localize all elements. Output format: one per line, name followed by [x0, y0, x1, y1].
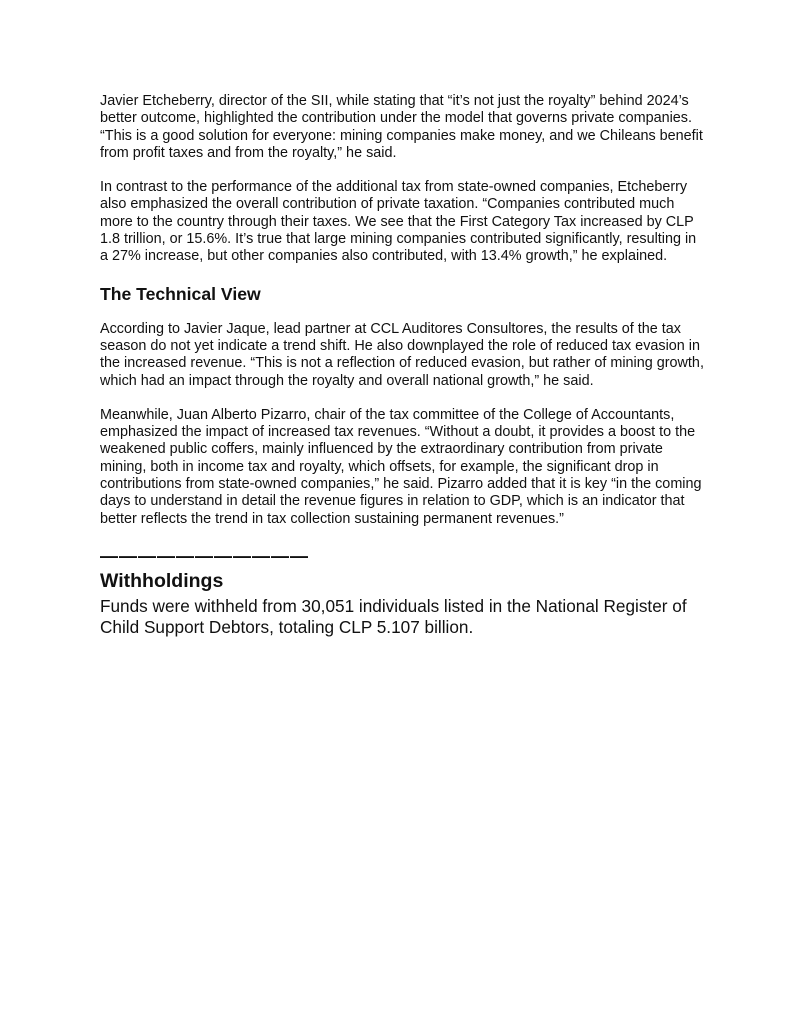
paragraph-pizarro: Meanwhile, Juan Alberto Pizarro, chair of the tax committee of the College of Accountants, emphasized the impact of increased tax revenues. “Without a doubt, it provides a boost to the weakened public coffers, mainly influenced by the extraordinary contribution from private mining, both in income tax and royalty, which offsets, for example, the significant drop in contributions from state-owned companies,” he said. Pizarro added that it is key “in the coming days to understand in detail the revenue figures in relation to GDP, which is an indicator that better reflects the trend in tax collection sustaining permanent revenues.”	[100, 406, 702, 527]
withholdings-heading: Withholdings	[100, 569, 224, 592]
paragraph-private-taxation: In contrast to the performance of the additional tax from state-owned companies, Etcheberry also emphasized the overall contribution of private taxation. “Companies contributed much more to the country through their taxes. We see that the First Category Tax increased by CLP 1.8 trillion, or 15.6%. It’s true that large mining companies contributed significantly, resulting in a 27% increase, but other companies also contributed, with 13.4% growth,” he explained.	[100, 179, 697, 265]
paragraph-jaque: According to Javier Jaque, lead partner at CCL Auditores Consultores, the results of the tax season do not yet indicate a trend shift. He also downplayed the role of reduced tax evasion in the increased revenue. “This is not a reflection of reduced evasion, but rather of mining growth, which had an impact through the royalty and overall national growth,” he said.	[100, 320, 704, 389]
article-page	[100, 93, 705, 638]
section-heading-technical-view: The Technical View	[100, 283, 261, 304]
paragraph-etcheberry-royalty: Javier Etcheberry, director of the SII, while stating that “it’s not just the royalty” behind 2024’s better outcome, highlighted the contribution under the model that governs private companies. “This is a good solution for everyone: mining companies make money, and we Chileans benefit from profit taxes and from the royalty,” he said.	[100, 93, 703, 161]
withholdings-text: Funds were withheld from 30,051 individuals listed in the National Register of Child Support Debtors, totaling CLP 5.107 billion.	[100, 595, 687, 637]
section-divider: ———————————	[100, 545, 309, 566]
